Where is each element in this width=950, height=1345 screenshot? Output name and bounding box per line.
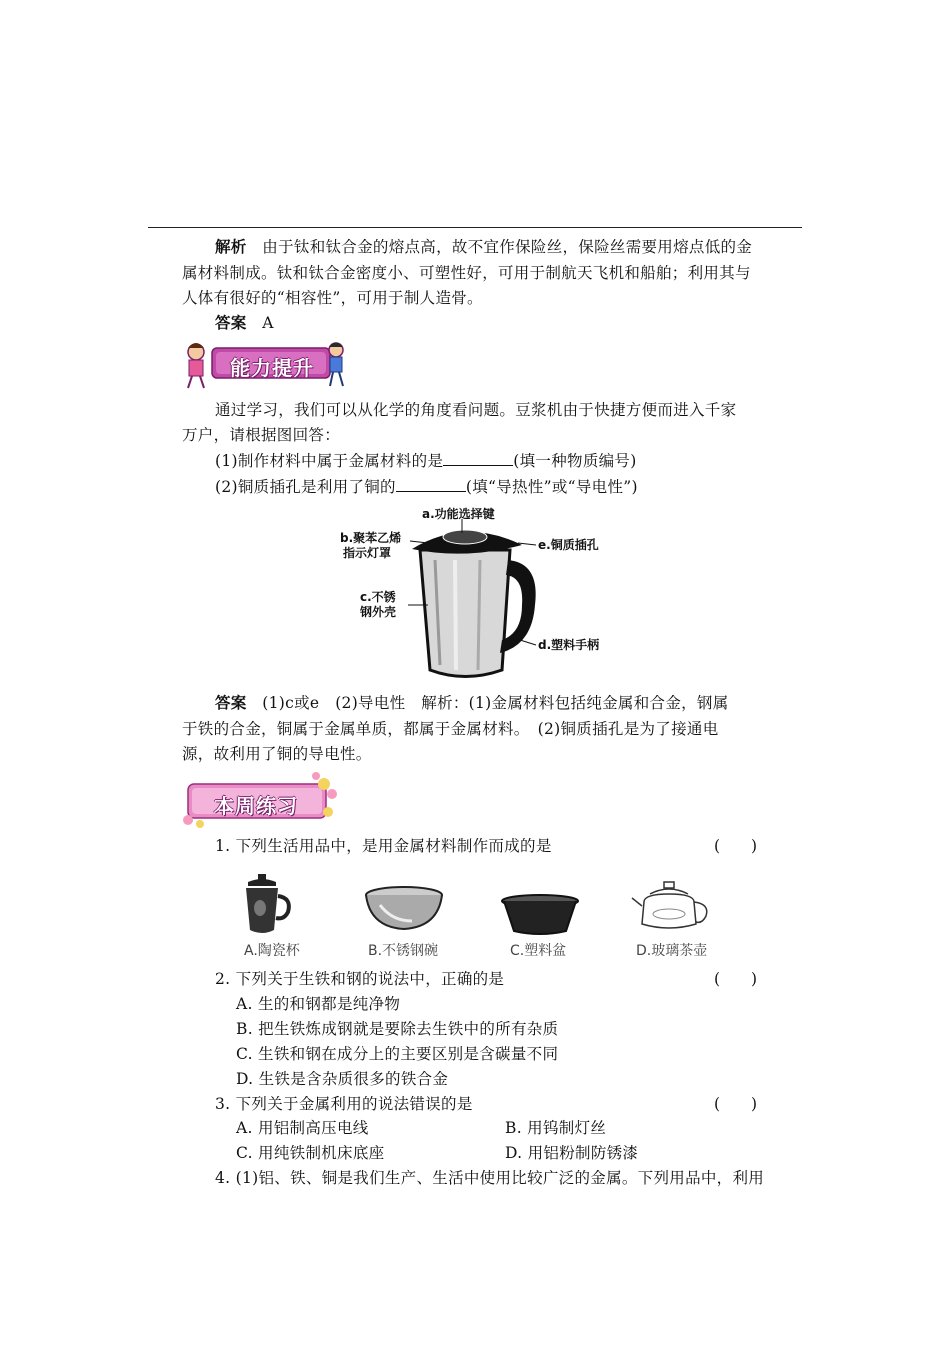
- exercise-3-option-a[interactable]: A. 用铝制高压电线: [236, 1119, 369, 1137]
- diagram-label-d: d.塑料手柄: [538, 638, 600, 652]
- exercise-2-option-d[interactable]: D. 生铁是含杂质很多的铁合金: [236, 1070, 449, 1088]
- exercise-1: 1. 下列生活用品中，是用金属材料制作而成的是: [215, 837, 552, 855]
- steel-bowl-icon: [362, 885, 446, 935]
- analysis-line-3: 人体有很好的“相容性”，可用于制人造骨。: [182, 289, 483, 307]
- section-title-ability: 能力提升: [230, 356, 314, 380]
- glass-teapot-icon: [630, 880, 714, 936]
- answer-blank-2[interactable]: [396, 477, 466, 492]
- question-part-2-text: (2)铜质插孔是利用了铜的: [215, 478, 396, 496]
- analysis-text-1: 由于钛和钛合金的熔点高，故不宜作保险丝，保险丝需要用熔点低的金: [262, 238, 753, 256]
- diagram-label-b1: b.聚苯乙烯: [340, 531, 402, 545]
- diagram-label-b2: 指示灯罩: [343, 546, 392, 560]
- answer-1-label: 答案: [215, 313, 247, 332]
- answer-2-label: 答案: [215, 693, 247, 712]
- analysis-line-2: 属材料制成。钛和钛合金密度小、可塑性好，可用于制航天飞机和船舶；利用其与: [182, 264, 751, 282]
- exercise-2-answer-paren[interactable]: ( ): [714, 970, 758, 988]
- exercise-2-option-b[interactable]: B. 把生铁炼成钢就是要除去生铁中的所有杂质: [236, 1020, 559, 1038]
- answer-2-text-1: (1)c或e (2)导电性 解析：(1)金属材料包括纯金属和合金，钢属: [262, 694, 729, 712]
- answer-1-value: A: [262, 314, 274, 332]
- analysis-line-1: [215, 237, 752, 257]
- analysis-label: 解析: [215, 237, 247, 256]
- answer-blank-1[interactable]: [443, 451, 513, 466]
- exercise-1-option-b[interactable]: B.不锈钢碗: [368, 943, 439, 959]
- question-intro-2: 万户，请根据图回答：: [182, 426, 341, 444]
- exercise-2-option-a[interactable]: A. 生的和钢都是纯净物: [236, 995, 401, 1013]
- exercise-2-option-c[interactable]: C. 生铁和钢在成分上的主要区别是含碳量不同: [236, 1045, 559, 1063]
- section-title-weekly: 本周练习: [214, 794, 298, 818]
- question-part-2-hint: (填“导热性”或“导电性”): [465, 478, 638, 496]
- plastic-basin-icon: [500, 893, 580, 937]
- answer-2-line-3: 源，故利用了铜的导电性。: [182, 745, 372, 763]
- section-banner-weekly: [180, 772, 340, 828]
- section-banner-ability: [178, 338, 350, 390]
- diagram-label-a: a.功能选择键: [422, 507, 495, 521]
- diagram-label-c1: c.不锈: [360, 590, 396, 604]
- exercise-3-option-d[interactable]: D. 用铝粉制防锈漆: [505, 1144, 639, 1162]
- exercise-3-answer-paren[interactable]: ( ): [714, 1095, 758, 1113]
- answer-2-line-1: [215, 693, 729, 713]
- exercise-1-option-c[interactable]: C.塑料盆: [510, 943, 567, 959]
- answer-1: [215, 313, 274, 333]
- question-part-1-text: (1)制作材料中属于金属材料的是: [215, 452, 444, 470]
- diagram-label-c2: 钢外壳: [360, 605, 397, 619]
- exercise-3-option-c[interactable]: C. 用纯铁制机床底座: [236, 1144, 385, 1162]
- soymilk-machine-diagram: [340, 505, 620, 685]
- question-intro-1: 通过学习，我们可以从化学的角度看问题。豆浆机由于快捷方便而进入千家: [215, 401, 737, 419]
- exercise-1-answer-paren[interactable]: ( ): [714, 837, 758, 855]
- exercise-3: 3. 下列关于金属利用的说法错误的是: [215, 1095, 473, 1113]
- exercise-1-option-a[interactable]: A.陶瓷杯: [244, 943, 300, 959]
- exercise-1-option-d[interactable]: D.玻璃茶壶: [636, 943, 708, 959]
- exercise-4: 4. (1)铝、铁、铜是我们生产、生活中使用比较广泛的金属。下列用品中，利用: [215, 1169, 765, 1187]
- exercise-2: 2. 下列关于生铁和钢的说法中，正确的是: [215, 970, 505, 988]
- ceramic-cup-icon: [238, 872, 300, 940]
- question-part-2: [215, 477, 638, 497]
- exercise-3-option-b[interactable]: B. 用钨制灯丝: [505, 1119, 607, 1137]
- question-part-1: [215, 451, 637, 471]
- question-part-1-hint: (填一种物质编号): [513, 452, 637, 470]
- header-rule: [148, 227, 802, 228]
- answer-2-line-2: 于铁的合金，铜属于金属单质，都属于金属材料。 (2)铜质插孔是为了接通电: [182, 720, 719, 738]
- diagram-label-e: e.铜质插孔: [538, 538, 599, 552]
